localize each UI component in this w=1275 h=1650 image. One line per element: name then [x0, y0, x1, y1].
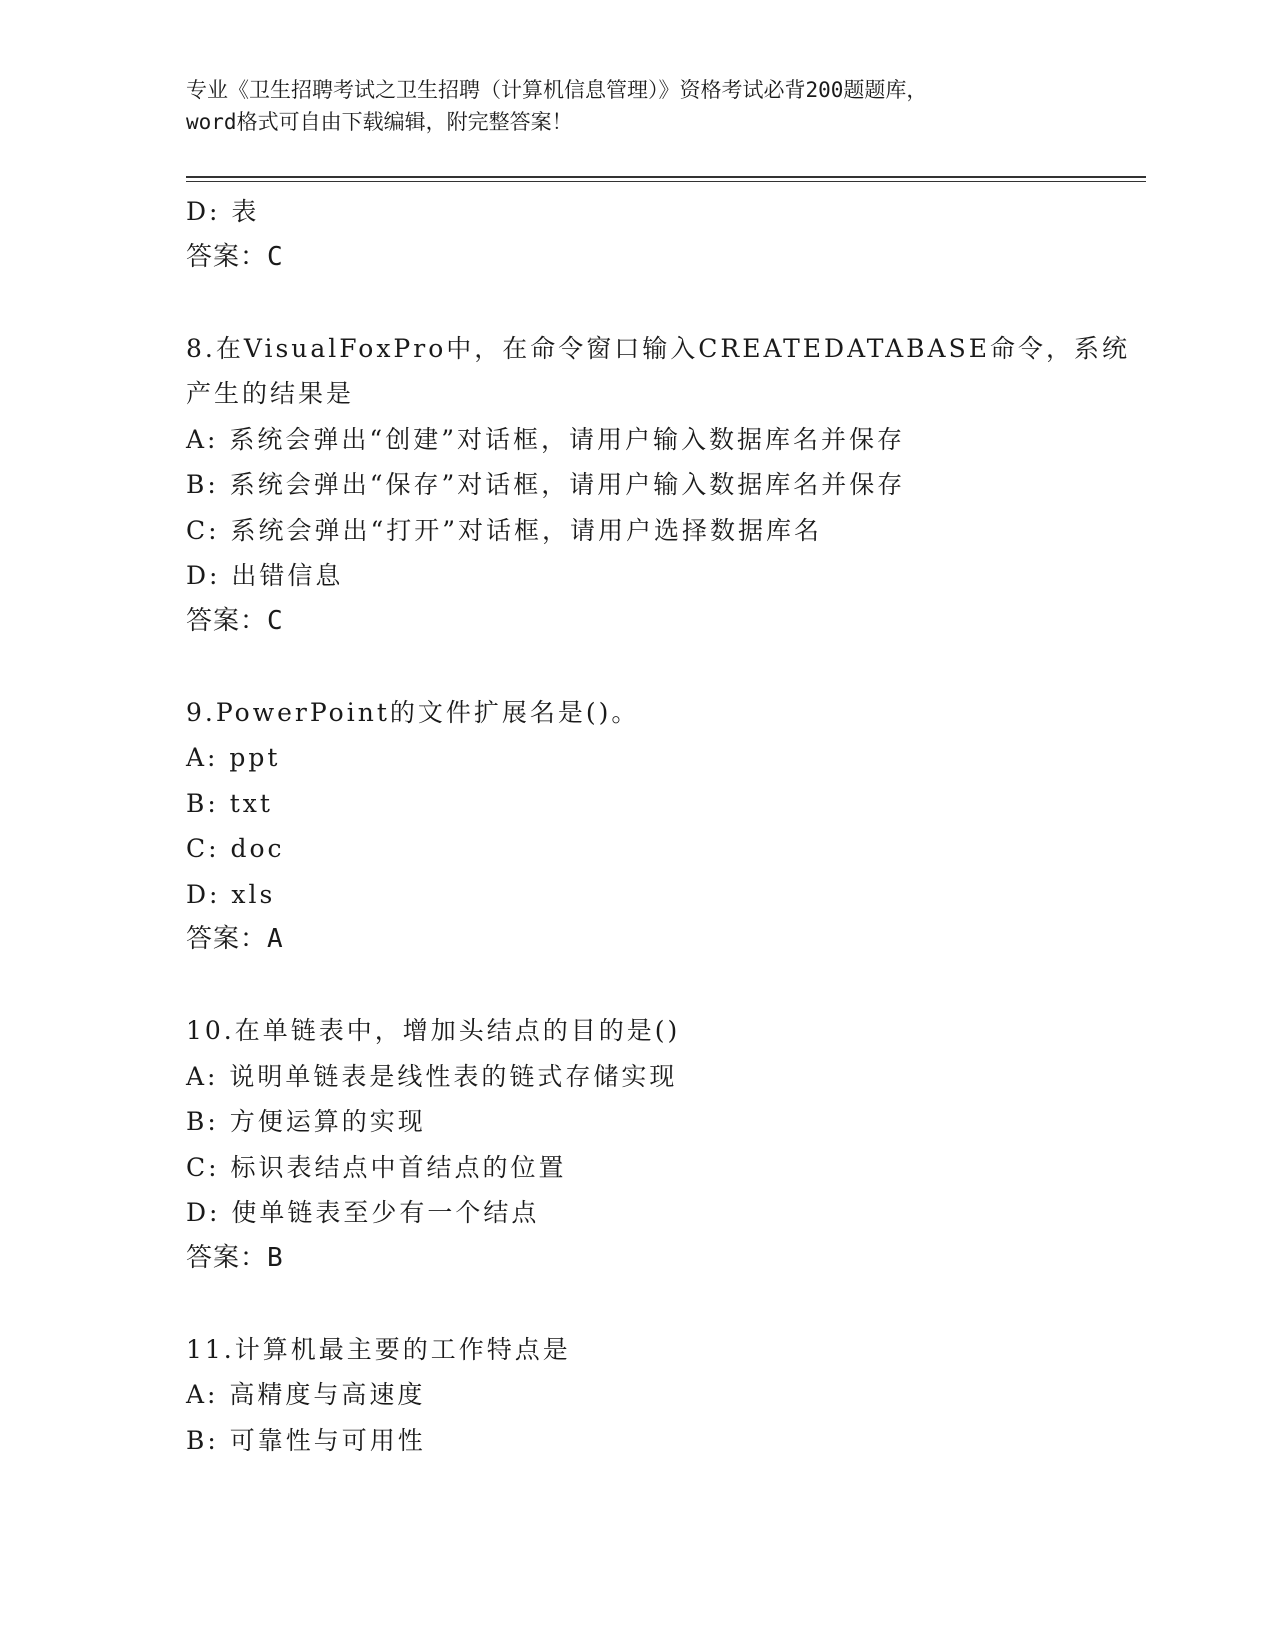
question-title-cont: 产生的结果是 [186, 379, 355, 408]
question-title: 8.在VisualFoxPro中，在命令窗口输入CREATEDATABASE命令，系统 [186, 333, 1130, 363]
option-a: A: 说明单链表是线性表的链式存储实现 [186, 1061, 678, 1091]
question-title: 11.计算机最主要的工作特点是 [186, 1334, 571, 1364]
answer: 答案：A [186, 924, 284, 954]
option-d: D: 出错信息 [186, 561, 344, 590]
question-title: 10.在单链表中，增加头结点的目的是() [186, 1016, 681, 1045]
header-rule-thick [186, 176, 1146, 178]
spacer [186, 280, 1086, 326]
document-header [186, 74, 1076, 138]
option-a: A: 系统会弹出“创建”对话框，请用户输入数据库名并保存 [186, 424, 905, 454]
header-line-2: word格式可自由下载编辑，附完整答案！ [186, 110, 573, 134]
option-b: B: 可靠性与可用性 [186, 1425, 426, 1455]
question-11 [186, 1327, 1086, 1464]
option-d: D: 使单链表至少有一个结点 [186, 1198, 540, 1227]
question-title: 9.PowerPoint的文件扩展名是()。 [186, 697, 640, 727]
option-b: B: 系统会弹出“保存”对话框，请用户输入数据库名并保存 [186, 470, 906, 499]
document-body [186, 189, 1130, 1463]
prev-option-d: D: 表 [186, 197, 260, 226]
question-8 [186, 326, 1130, 645]
header-line-1: 专业《卫生招聘考试之卫生招聘（计算机信息管理）》资格考试必背200题题库， [186, 78, 928, 102]
question-9 [186, 690, 1086, 963]
spacer [186, 1281, 1086, 1327]
answer: 答案：B [186, 1242, 284, 1273]
option-b: B: 方便运算的实现 [186, 1107, 426, 1136]
option-c: C: doc [186, 834, 285, 863]
answer: 答案：C [186, 605, 284, 636]
spacer [186, 963, 1086, 1009]
option-a: A: ppt [186, 743, 281, 772]
option-a: A: 高精度与高速度 [186, 1380, 426, 1409]
question-10 [186, 1008, 1086, 1281]
option-c: C: 标识表结点中首结点的位置 [186, 1152, 567, 1182]
option-c: C: 系统会弹出“打开”对话框，请用户选择数据库名 [186, 515, 823, 545]
header-rule-thin [186, 181, 1146, 182]
spacer [186, 644, 1086, 690]
option-d: D: xls [186, 879, 276, 909]
option-b: B: txt [186, 788, 273, 818]
prev-answer: 答案：C [186, 241, 284, 272]
